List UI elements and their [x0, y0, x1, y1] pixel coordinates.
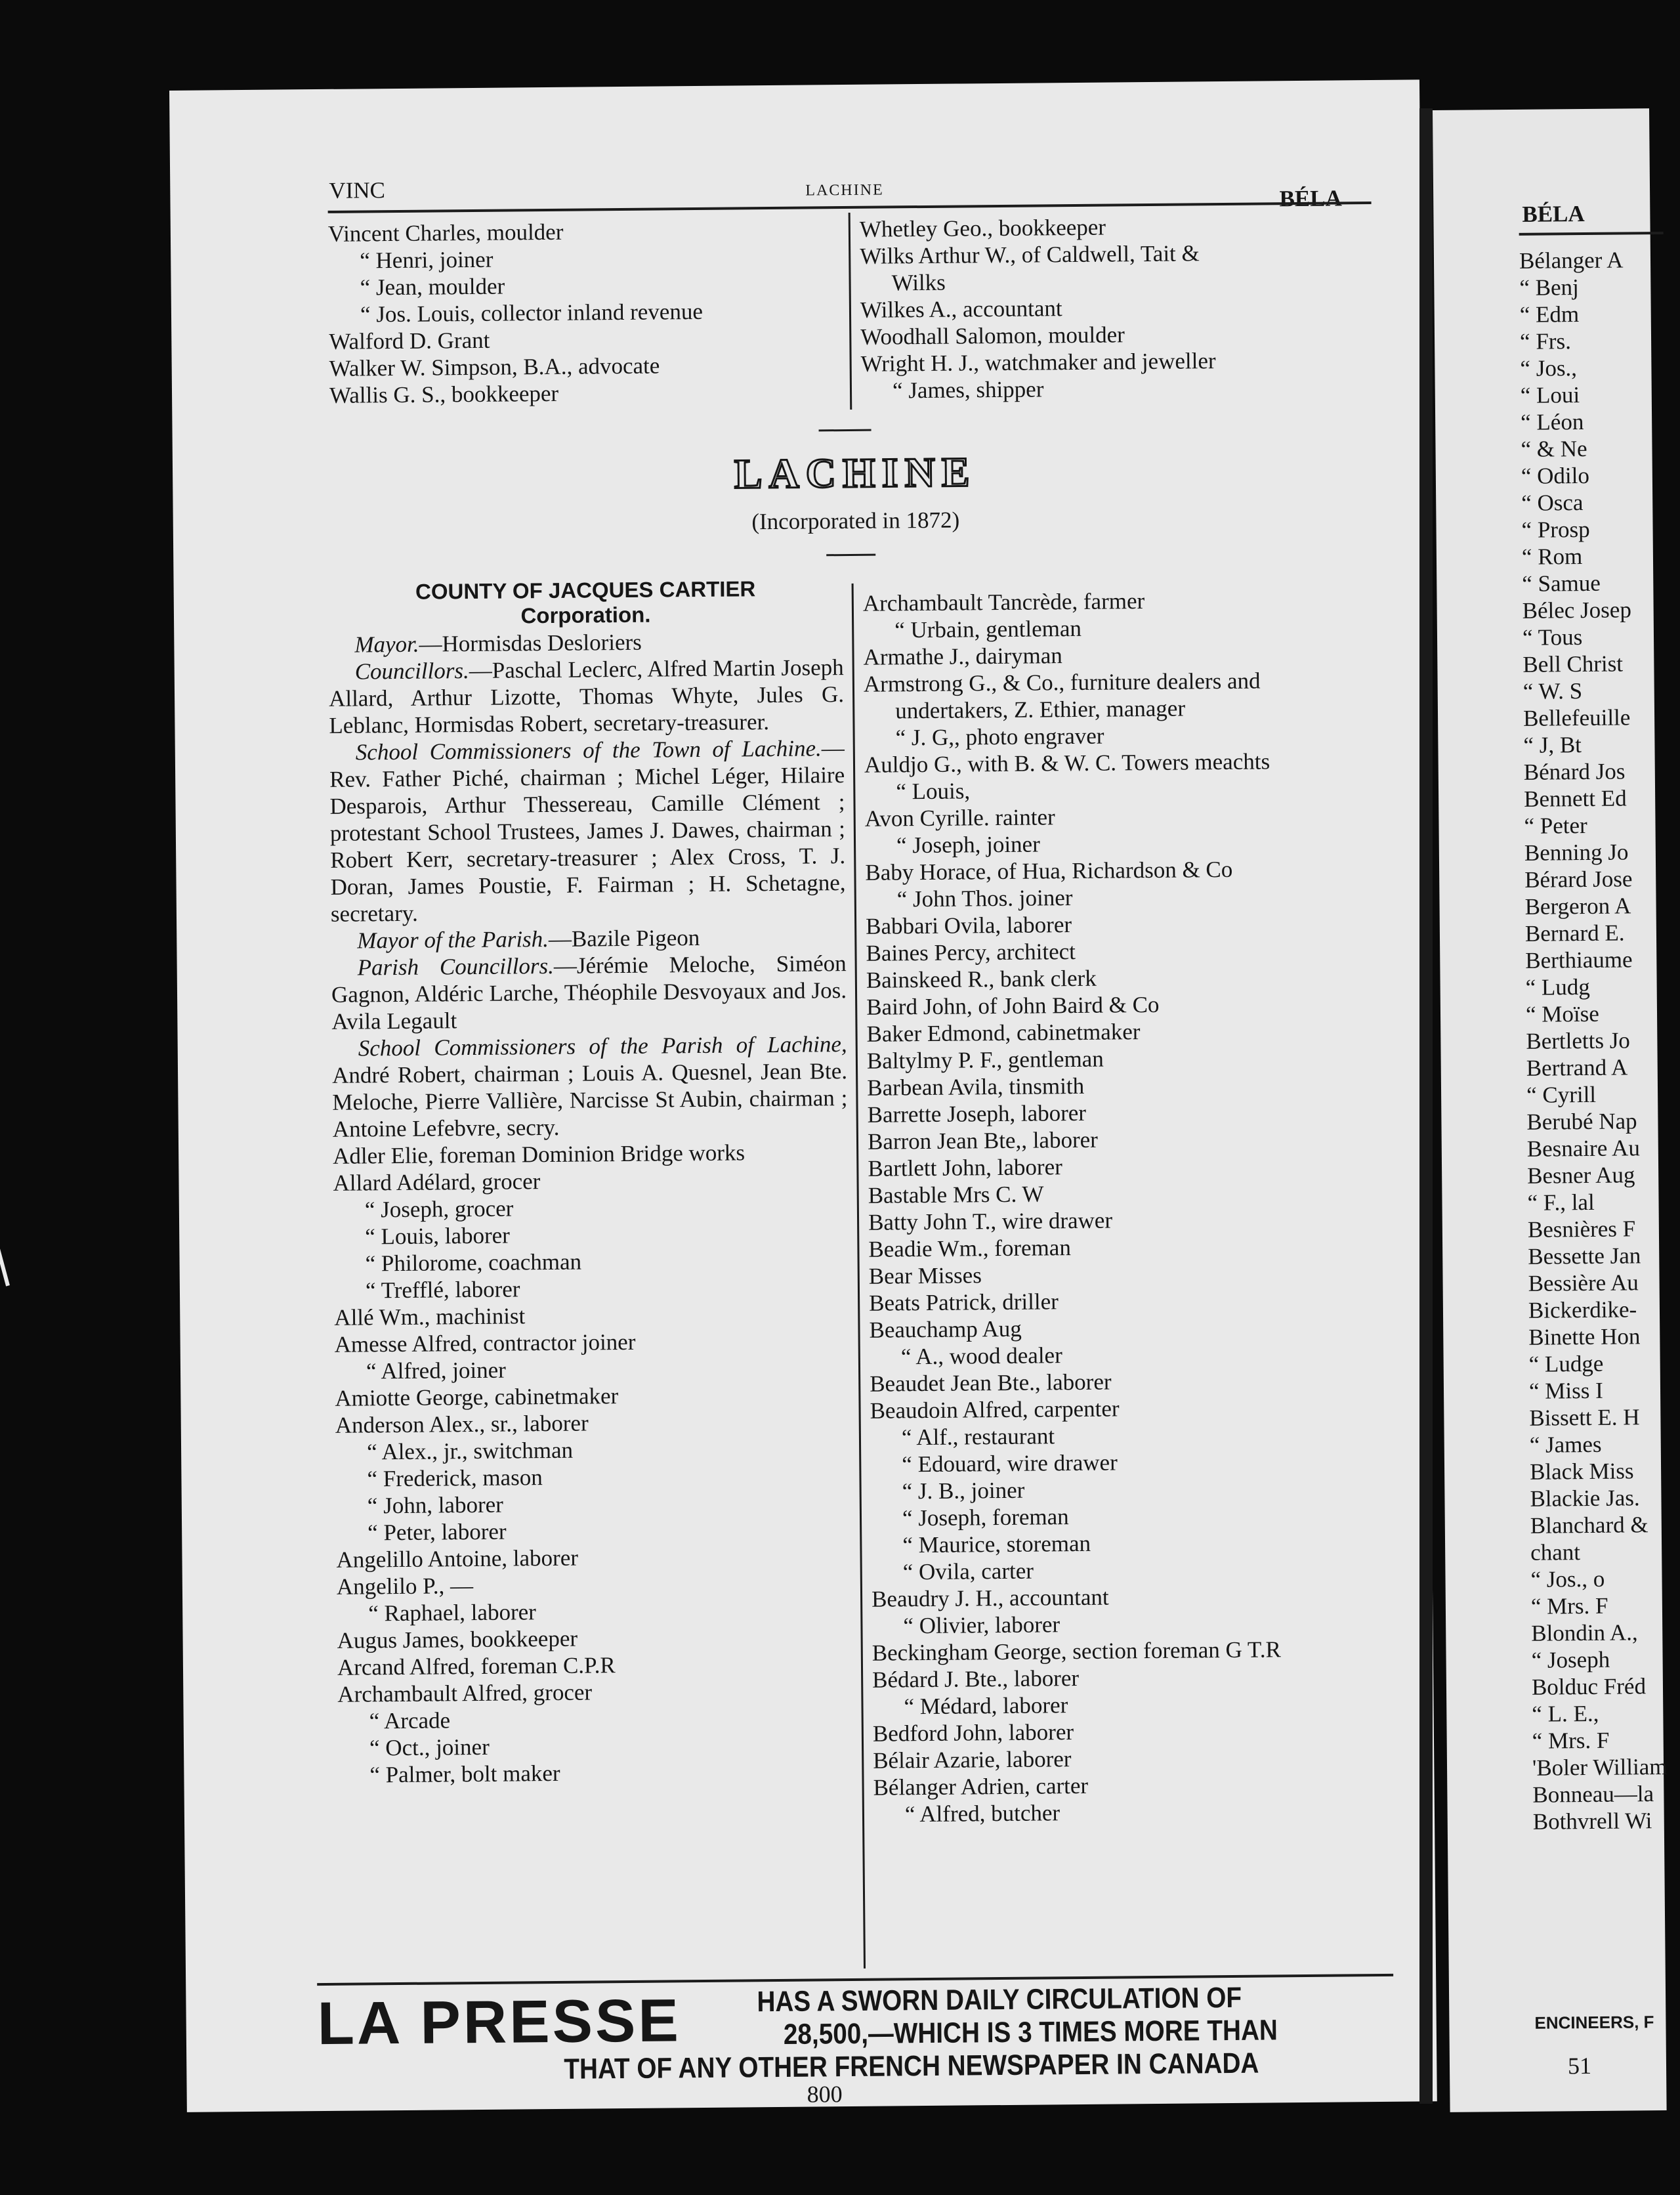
top-left-column [328, 216, 835, 409]
directory-entry: “ Louis, laborer [365, 1222, 511, 1250]
facing-entry: Bolduc Fréd [1531, 1673, 1647, 1700]
facing-running-head: BÉLA [1522, 200, 1585, 227]
directory-entry: Bear Misses [868, 1262, 982, 1289]
facing-entry: Binette Hon [1528, 1323, 1641, 1350]
directory-entry: Wilkes A., accountant [860, 295, 1062, 323]
directory-entry: “ Alex., jr., switchman [366, 1437, 574, 1465]
facing-entry: “ Benj [1519, 274, 1579, 301]
directory-entry: Angelillo Antoine, laborer [336, 1545, 579, 1573]
facing-entry: Berubé Nap [1526, 1108, 1637, 1135]
facing-entry: “ Edm [1519, 301, 1580, 328]
directory-entry: “ A., wood dealer [900, 1342, 1062, 1370]
official-role: Mayor of the Parish. [357, 926, 549, 954]
facing-entry: “ Osca [1521, 490, 1584, 516]
directory-entry: Bélair Azarie, laborer [873, 1746, 1072, 1774]
page-gutter [1419, 108, 1433, 2104]
directory-entry: Woodhall Salomon, moulder [860, 322, 1125, 350]
facing-entry: “ Jos., o [1530, 1566, 1605, 1592]
facing-entry: Berthiaume [1525, 947, 1633, 973]
directory-entry: “ John Thos. joiner [896, 885, 1073, 912]
directory-entry: Arcand Alfred, foreman C.P.R [337, 1652, 616, 1680]
directory-entry: “ Palmer, bolt maker [369, 1760, 560, 1788]
facing-entry: Bessette Jan [1528, 1243, 1641, 1269]
left-entries [333, 1138, 854, 1789]
facing-page [1433, 108, 1667, 2112]
official-paragraph [332, 1031, 848, 1143]
facing-entry: 'Boler William [1532, 1753, 1668, 1781]
directory-entry: Avon Cyrille. rainter [864, 804, 1055, 832]
directory-entry: Baker Edmond, cabinetmaker [866, 1019, 1141, 1047]
facing-entry: “ Loui [1520, 382, 1580, 408]
official-role: School Commissioners of the Town of Lachine. [355, 735, 822, 765]
section-subtitle: (Incorporated in 1872) [751, 507, 960, 535]
directory-entry: Beaudoin Alfred, carpenter [870, 1396, 1120, 1424]
directory-entry: Augus James, bookkeeper [337, 1625, 578, 1653]
directory-entry: “ Urbain, gentleman [894, 615, 1082, 643]
directory-entry: Barron Jean Bte,, laborer [867, 1126, 1099, 1155]
directory-entry: Allé Wm., machinist [334, 1303, 526, 1331]
directory-entry: Baird John, of John Baird & Co [866, 991, 1160, 1020]
directory-entry: Barrette Joseph, laborer [867, 1099, 1087, 1128]
corporation-heading: Corporation. [520, 602, 651, 628]
directory-entry: Amiotte George, cabinetmaker [335, 1383, 619, 1411]
facing-entry: “ Samue [1522, 570, 1601, 597]
directory-entry: “ J. G,, photo engraver [895, 723, 1104, 751]
official-names: André Robert, chairman ; Louis A. Quesnel, Jean Bte. Meloche, Pierre Vallière, Narcisse St Aubin, chairman ; Antoine Lefebvre, secry. [331, 1058, 848, 1142]
column-divider-main [852, 584, 866, 1969]
directory-entry: “ Edouard, wire drawer [902, 1449, 1118, 1478]
top-right-column [860, 211, 1373, 404]
directory-entry: “ Philorome, coachman [365, 1248, 582, 1277]
directory-entry: Bédard J. Bte., laborer [872, 1665, 1080, 1693]
section-title: LACHINE [734, 448, 976, 498]
directory-entry: Adler Elie, foreman Dominion Bridge works [333, 1140, 746, 1169]
directory-entry: Archambault Tancrède, farmer [862, 588, 1145, 616]
facing-entry: “ Prosp [1521, 516, 1590, 543]
directory-entry: Auldjo G., with B. & W. C. Towers meachts [864, 748, 1270, 778]
directory-entry: Babbari Ovila, laborer [865, 912, 1072, 939]
official-paragraph [331, 950, 847, 1035]
facing-entry: Bell Christ [1522, 650, 1624, 677]
directory-entry: “ Henri, joiner [360, 246, 494, 274]
directory-entry: Beckingham George, section foreman G T.R [872, 1636, 1281, 1666]
official-names: —Bazile Pigeon [548, 924, 700, 952]
directory-entry: Angelilo P., — [336, 1573, 474, 1600]
facing-entry: “ Odilo [1521, 462, 1590, 489]
directory-entry: Beaudry J. H., accountant [871, 1584, 1109, 1612]
directory-entry: “ Frederick, mason [367, 1464, 543, 1492]
facing-entry: Bothvrell Wi [1532, 1808, 1652, 1835]
facing-entry: Bickerdike- [1528, 1296, 1637, 1323]
directory-entry: Archambault Alfred, grocer [337, 1679, 593, 1707]
ad-brand: LA PRESSE [317, 1987, 682, 2058]
directory-entry: Baltylmy P. F., gentleman [866, 1046, 1104, 1074]
directory-entry: “ Trefflé, laborer [365, 1276, 520, 1304]
directory-entry: “ John, laborer [367, 1491, 504, 1519]
facing-entry: Bélec Josep [1522, 597, 1632, 624]
facing-entry: Black Miss [1529, 1458, 1634, 1485]
directory-entry: Bainskeed R., bank clerk [866, 965, 1097, 993]
facing-entry: Bonneau—la [1532, 1781, 1654, 1808]
running-head-center: LACHINE [805, 181, 884, 200]
facing-entry: Blanchard & [1530, 1512, 1648, 1539]
directory-entry: Anderson Alex., sr., laborer [335, 1410, 589, 1438]
facing-header-rule [1519, 232, 1664, 236]
directory-entry: Amesse Alfred, contractor joiner [334, 1329, 636, 1357]
directory-entry: Batty John T., wire drawer [868, 1207, 1113, 1235]
facing-entry: Besnaire Au [1526, 1135, 1641, 1162]
title-rule-bottom [826, 554, 875, 557]
directory-page [169, 79, 1437, 2112]
left-main-column [328, 576, 854, 1789]
facing-entry: “ Peter [1524, 812, 1587, 839]
official-paragraph [329, 735, 846, 927]
directory-entry: “ James, shipper [892, 376, 1044, 404]
facing-entry: “ Mrs. F [1530, 1592, 1608, 1619]
facing-entry: “ Mrs. F [1532, 1727, 1610, 1754]
facing-entry: Bergeron A [1524, 893, 1631, 920]
facing-entry: Bernard E. [1524, 920, 1625, 947]
running-head-right: BÉLA [1279, 185, 1342, 212]
directory-entry: Whetley Geo., bookkeeper [859, 214, 1106, 242]
directory-entry: Wallis G. S., bookkeeper [329, 380, 559, 408]
directory-entry: Baby Horace, of Hua, Richardson & Co [865, 856, 1233, 885]
official-role: Councillors. [354, 658, 469, 685]
facing-entry: “ Joseph [1531, 1646, 1610, 1673]
directory-entry: Bélanger Adrien, carter [873, 1772, 1089, 1801]
directory-entry: Bartlett John, laborer [868, 1154, 1062, 1182]
official-role: School Commissioners of the Parish of Lachine, [358, 1031, 847, 1061]
directory-entry: “ Louis, [896, 778, 971, 805]
directory-entry: “ Peter, laborer [368, 1518, 507, 1546]
directory-entry: “ Olivier, laborer [903, 1611, 1060, 1639]
facing-entry: Bennett Ed [1523, 785, 1627, 812]
directory-entry: Walker W. Simpson, B.A., advocate [329, 352, 660, 381]
facing-page-number: 51 [1567, 2053, 1592, 2079]
facing-entry: Bellefeuille [1522, 704, 1631, 731]
directory-entry: Beats Patrick, driller [868, 1289, 1059, 1316]
page-number: 800 [807, 2081, 843, 2108]
facing-entry: “ J, Bt [1523, 732, 1582, 758]
facing-entries [1519, 246, 1668, 1835]
directory-entry: Allard Adélard, grocer [333, 1168, 541, 1196]
official-names: —Rev. Father Piché, chairman ; Michel Léger, Hilaire Desparois, Arthur Thessereau, Camille Clément ; protestant School Trustees, James J. Dawes, chairman ; Robert Kerr, secretary-treasurer ; Alex Cross, T. J. Doran, James Poustie, F. Fairman ; H. Schetagne, secretary. [329, 735, 846, 927]
county-heading: COUNTY OF JACQUES CARTIER [415, 576, 756, 604]
facing-footer: ENCINEERS, F [1534, 2012, 1654, 2033]
facing-entry: Blondin A., [1531, 1619, 1638, 1646]
title-rule-top [819, 429, 872, 432]
directory-entry: Beauchamp Aug [869, 1315, 1022, 1343]
facing-entry: Bertletts Jo [1526, 1027, 1631, 1054]
directory-entry: “ Joseph, grocer [364, 1195, 514, 1223]
official-names: —Paschal Leclerc, Alfred Martin Joseph Allard, Arthur Lizotte, Thomas Whyte, Jules G. Leblanc, Hormisdas Robert, secretary-treasurer. [328, 654, 845, 738]
column-divider-top [849, 213, 852, 410]
running-head-left: VINC [329, 177, 386, 203]
facing-entry: Bérard Jose [1524, 866, 1633, 893]
ad-line-2: 28,500,—WHICH IS 3 TIMES MORE THAN [783, 2014, 1278, 2051]
directory-entry: “ Maurice, storeman [902, 1530, 1091, 1558]
directory-entry: “ Ovila, carter [902, 1558, 1034, 1585]
directory-entry: Bedford John, laborer [872, 1719, 1074, 1747]
facing-entry: Bissett E. H [1529, 1404, 1640, 1431]
official-paragraph [331, 923, 846, 954]
header-rule [328, 202, 1372, 213]
directory-entry: Wright H. J., watchmaker and jeweller [860, 348, 1216, 377]
facing-entry: “ F., lal [1527, 1189, 1595, 1216]
facing-entry: Bertrand A [1526, 1054, 1628, 1081]
facing-entry: Bessière Au [1528, 1269, 1639, 1296]
facing-entry: Besnières F [1527, 1216, 1636, 1243]
officials-list [328, 627, 848, 1143]
directory-entry: “ Alf., restaurant [901, 1423, 1055, 1451]
directory-entry: “ Médard, laborer [904, 1692, 1068, 1720]
directory-entry: “ Alfred, joiner [366, 1357, 507, 1384]
directory-entry: “ Oct., joiner [369, 1734, 490, 1761]
official-names: —Hormisdas Desloriers [419, 629, 642, 657]
official-role: Parish Councillors. [357, 952, 555, 981]
facing-entry: “ Jos., [1520, 355, 1578, 381]
directory-entry: “ Alfred, butcher [904, 1800, 1060, 1827]
facing-entry: chant [1530, 1539, 1581, 1566]
facing-entry: “ Moïse [1525, 1000, 1599, 1027]
facing-entry: “ Léon [1520, 409, 1584, 435]
ad-line-3: THAT OF ANY OTHER FRENCH NEWSPAPER IN CANADA [564, 2047, 1259, 2085]
directory-entry: Armstrong G., & Co., furniture dealers and [863, 668, 1261, 697]
scan-artifact [0, 1241, 10, 1286]
directory-entry: “ Joseph, foreman [902, 1504, 1069, 1531]
facing-entry: “ Tous [1522, 624, 1583, 650]
facing-entry: “ Ludge [1528, 1350, 1604, 1377]
directory-entry: Barbean Avila, tinsmith [867, 1073, 1085, 1101]
directory-entry: Wilks [891, 269, 946, 296]
right-main-column [863, 586, 1392, 1828]
directory-entry: Beadie Wm., foreman [868, 1235, 1072, 1262]
facing-entry: “ W. S [1522, 678, 1583, 704]
directory-entry: “ Jos. Louis, collector inland revenue [360, 298, 704, 328]
directory-entry: “ Raphael, laborer [368, 1599, 536, 1627]
facing-entry: “ Cyrill [1526, 1081, 1597, 1108]
facing-entry: Blackie Jas. [1530, 1485, 1640, 1512]
facing-entry: “ Rom [1521, 543, 1583, 570]
directory-entry: “ Arcade [369, 1707, 451, 1734]
directory-entry: Baines Percy, architect [866, 939, 1076, 966]
official-names: —Jérémie Meloche, Siméon Gagnon, Aldéric Larche, Théophile Desvoyaux and Jos. Avila Legault [331, 950, 847, 1034]
facing-entry: Benning Jo [1524, 839, 1629, 866]
facing-entry: “ & Ne [1521, 435, 1587, 462]
facing-entry: Bénard Jos [1523, 758, 1626, 785]
facing-entry: “ Frs. [1519, 328, 1572, 354]
official-paragraph [329, 654, 845, 739]
official-paragraph [328, 627, 843, 658]
directory-entry: Vincent Charles, moulder [327, 219, 564, 247]
facing-entry: “ Miss I [1528, 1377, 1603, 1404]
directory-entry: Armathe J., dairyman [863, 643, 1062, 670]
official-role: Mayor. [354, 631, 419, 658]
facing-entry: Bélanger A [1519, 247, 1624, 274]
facing-entry: “ L. E., [1532, 1700, 1599, 1727]
facing-entry: Besner Aug [1527, 1162, 1635, 1189]
directory-entry: Bastable Mrs C. W [868, 1181, 1044, 1208]
facing-entry: “ Ludg [1525, 973, 1591, 1000]
directory-entry: Beaudet Jean Bte., laborer [870, 1369, 1112, 1397]
directory-entry: “ J. B., joiner [902, 1477, 1025, 1504]
facing-entry: “ James [1529, 1431, 1602, 1458]
directory-entry: “ Joseph, joiner [896, 831, 1040, 859]
ad-line-1: HAS A SWORN DAILY CIRCULATION OF [757, 1981, 1242, 2018]
directory-entry: Walford D. Grant [329, 327, 490, 354]
directory-entry: “ Jean, moulder [360, 273, 505, 301]
directory-entry: Wilks Arthur W., of Caldwell, Tait & [860, 240, 1200, 269]
directory-entry: undertakers, Z. Ethier, manager [895, 695, 1186, 724]
